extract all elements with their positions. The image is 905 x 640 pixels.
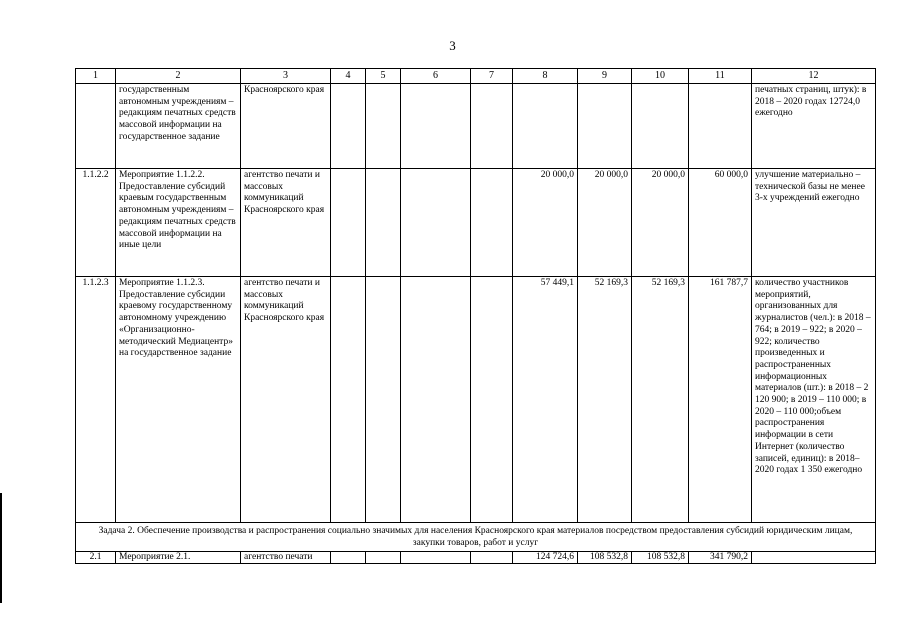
row-number: 2.1 bbox=[76, 552, 116, 564]
amount-col10: 20 000,0 bbox=[632, 169, 689, 277]
header-cell: 11 bbox=[689, 69, 752, 84]
cell-col6 bbox=[401, 169, 471, 277]
amount-col10: 52 169,3 bbox=[632, 277, 689, 523]
responsible-agency: агентство печати и массовых коммуникаций Красноярского края bbox=[241, 277, 331, 523]
expected-result: печатных страниц, штук): в 2018 – 2020 годах 12724,0 ежегодно bbox=[752, 84, 876, 169]
activity-name: государственным автономным учреждениям – редакциям печатных средств массовой информации на государственное задание bbox=[116, 84, 241, 169]
header-cell: 5 bbox=[366, 69, 401, 84]
responsible-agency: агентство печати и массовых коммуникаций Красноярского края bbox=[241, 169, 331, 277]
table-row bbox=[76, 84, 876, 169]
cell-col7 bbox=[471, 84, 513, 169]
table-row bbox=[76, 169, 876, 277]
cell-col4 bbox=[331, 84, 366, 169]
header-cell: 7 bbox=[471, 69, 513, 84]
activity-name: Мероприятие 2.1. bbox=[116, 552, 241, 564]
responsible-agency: Красноярского края bbox=[241, 84, 331, 169]
activity-name: Мероприятие 1.1.2.2. Предоставление субсидий краевым государственным автономным учреждениям – редакциям печатных средств массовой информации на иные цели bbox=[116, 169, 241, 277]
header-cell: 6 bbox=[401, 69, 471, 84]
activity-name: Мероприятие 1.1.2.3. Предоставление субсидии краевому государственному автономному учреждению «Организационно-методический Медиацентр» на государственное задание bbox=[116, 277, 241, 523]
amount-col9: 20 000,0 bbox=[578, 169, 632, 277]
header-cell: 3 bbox=[241, 69, 331, 84]
amount-col10: 108 532,8 bbox=[632, 552, 689, 564]
header-cell: 10 bbox=[632, 69, 689, 84]
cell-col7 bbox=[471, 169, 513, 277]
amount-col8: 57 449,1 bbox=[513, 277, 578, 523]
cell-col5 bbox=[366, 84, 401, 169]
responsible-agency: агентство печати bbox=[241, 552, 331, 564]
expected-result bbox=[752, 552, 876, 564]
cell-col5 bbox=[366, 169, 401, 277]
header-cell: 4 bbox=[331, 69, 366, 84]
amount-total: 341 790,2 bbox=[689, 552, 752, 564]
cell-col6 bbox=[401, 552, 471, 564]
header-cell: 1 bbox=[76, 69, 116, 84]
cell-col6 bbox=[401, 84, 471, 169]
table-row bbox=[76, 552, 876, 564]
scan-edge-mark bbox=[0, 493, 2, 603]
cell-col7 bbox=[471, 552, 513, 564]
amount-total bbox=[689, 84, 752, 169]
amount-total: 161 787,7 bbox=[689, 277, 752, 523]
cell-col4 bbox=[331, 277, 366, 523]
amount-total: 60 000,0 bbox=[689, 169, 752, 277]
table-row bbox=[76, 277, 876, 523]
header-cell: 9 bbox=[578, 69, 632, 84]
cell-col4 bbox=[331, 552, 366, 564]
cell-col6 bbox=[401, 277, 471, 523]
row-number: 1.1.2.3 bbox=[76, 277, 116, 523]
amount-col9 bbox=[578, 84, 632, 169]
row-number: 1.1.2.2 bbox=[76, 169, 116, 277]
amount-col10 bbox=[632, 84, 689, 169]
header-cell: 8 bbox=[513, 69, 578, 84]
expected-result: количество участников мероприятий, организованных для журналистов (чел.): в 2018 – 764; в 2019 – 922; в 2020 – 922; количество произведенных и распространенных информационных материалов (шт.): в 2018 – 2 120 900; в 2019 – 110 000; в 2020 – 110 000;объем распространения информации в сети Интернет (количество записей, единиц): в 2018–2020 годах 1 350 ежегодно bbox=[752, 277, 876, 523]
row-number bbox=[76, 84, 116, 169]
amount-col8: 124 724,6 bbox=[513, 552, 578, 564]
task-row bbox=[76, 523, 876, 552]
header-cell: 12 bbox=[752, 69, 876, 84]
task-heading: Задача 2. Обеспечение производства и распространения социально значимых для населения Красноярского края материалов посредством предоставления субсидий юридическим лицам, закупки товаров, работ и услуг bbox=[76, 523, 876, 552]
header-cell: 2 bbox=[116, 69, 241, 84]
amount-col8: 20 000,0 bbox=[513, 169, 578, 277]
page-number: 3 bbox=[449, 38, 456, 53]
cell-col4 bbox=[331, 169, 366, 277]
expected-result: улучшение материально – технической базы не менее 3-х учреждений ежегодно bbox=[752, 169, 876, 277]
amount-col8 bbox=[513, 84, 578, 169]
amount-col9: 52 169,3 bbox=[578, 277, 632, 523]
cell-col5 bbox=[366, 277, 401, 523]
program-table bbox=[75, 68, 876, 564]
amount-col9: 108 532,8 bbox=[578, 552, 632, 564]
table-header-row bbox=[76, 69, 876, 84]
cell-col5 bbox=[366, 552, 401, 564]
cell-col7 bbox=[471, 277, 513, 523]
